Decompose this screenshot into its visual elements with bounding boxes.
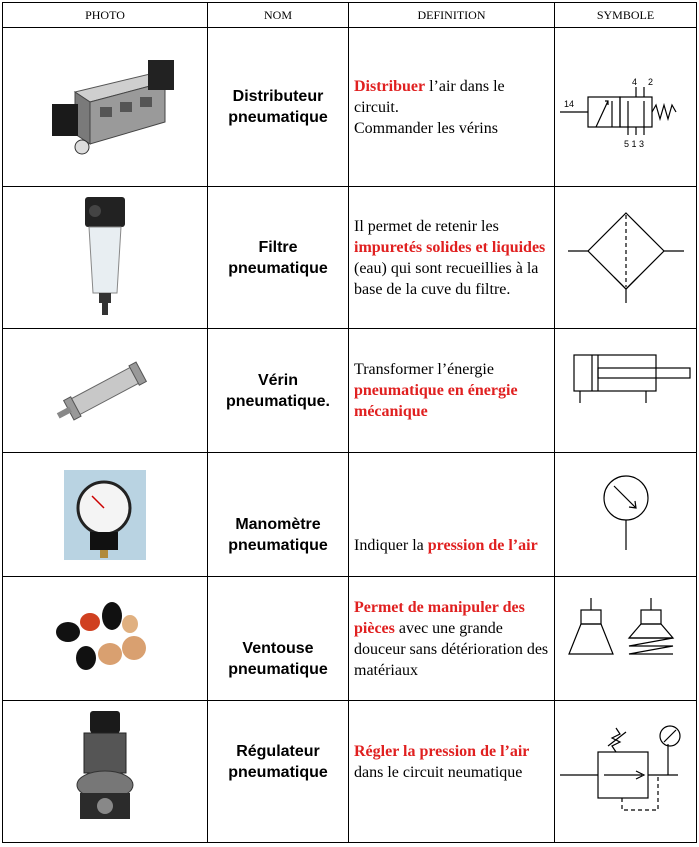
port-2-label: 2 xyxy=(647,77,653,87)
header-symbole: SYMBOLE xyxy=(555,3,697,28)
definition-cell xyxy=(349,453,555,577)
definition-cell xyxy=(349,329,555,453)
component-name: pneumatique xyxy=(228,109,328,126)
symbol-cell xyxy=(555,329,697,453)
table-row xyxy=(3,28,697,187)
name-cell xyxy=(208,329,349,453)
definition-cell xyxy=(349,187,555,329)
definition-cell xyxy=(349,701,555,843)
table-row xyxy=(3,329,697,453)
definition-cell xyxy=(349,577,555,701)
table-row xyxy=(3,701,697,843)
definition-highlight: Permet de manipuler des pièces xyxy=(354,598,525,637)
filter-symbol xyxy=(566,203,686,313)
regulator-symbol xyxy=(558,722,694,822)
suction-cups-photo xyxy=(50,594,160,684)
cylinder-symbol xyxy=(558,341,694,441)
definition-text: (eau) qui sont recueillies à la base de la cuve du filtre. xyxy=(354,259,539,298)
port-14-label: 14 xyxy=(563,99,574,109)
gauge-photo xyxy=(64,470,146,560)
header-nom: NOM xyxy=(208,3,349,28)
component-name: Distributeur xyxy=(232,88,324,105)
header-definition: DEFINITION xyxy=(349,3,555,28)
regulator-photo xyxy=(60,707,150,837)
suction-cup-symbol xyxy=(561,594,691,684)
name-cell xyxy=(208,187,349,329)
symbol-cell xyxy=(555,453,697,577)
symbol-cell xyxy=(555,28,697,187)
definition-text: Indiquer la xyxy=(354,537,428,554)
symbol-cell xyxy=(555,187,697,329)
definition-highlight: Régler la pression de l’air xyxy=(354,743,530,760)
photo-cell xyxy=(3,453,208,577)
name-cell xyxy=(208,577,349,701)
port-4-label: 4 xyxy=(631,77,637,87)
distributor-symbol xyxy=(558,57,694,157)
cylinder-photo xyxy=(50,346,160,436)
components-table xyxy=(2,2,697,843)
gauge-symbol xyxy=(586,460,666,570)
component-name: pneumatique xyxy=(228,259,328,277)
symbol-cell xyxy=(555,577,697,701)
definition-text: l’air dans le circuit. xyxy=(354,77,505,116)
component-name: pneumatique xyxy=(228,764,328,781)
name-cell xyxy=(208,701,349,843)
component-name: Régulateur xyxy=(236,743,320,760)
header-photo: PHOTO xyxy=(3,3,208,28)
distributor-photo xyxy=(30,52,180,162)
definition-text: dans le circuit neumatique xyxy=(354,764,523,781)
photo-cell xyxy=(3,28,208,187)
symbol-cell xyxy=(555,701,697,843)
definition-highlight: pression de l’air xyxy=(427,537,538,554)
photo-cell xyxy=(3,329,208,453)
component-name: pneumatique xyxy=(228,537,328,554)
component-name: pneumatique xyxy=(228,661,328,678)
definition-text: Transformer l’énergie xyxy=(354,361,494,378)
definition-cell xyxy=(349,28,555,187)
definition-highlight: impuretés solides et liquides xyxy=(354,238,546,256)
component-name: Ventouse xyxy=(242,640,314,657)
definition-highlight: Distribuer xyxy=(354,77,426,95)
table-row xyxy=(3,453,697,577)
name-cell xyxy=(208,453,349,577)
photo-cell xyxy=(3,187,208,329)
component-name: Manomètre xyxy=(235,516,321,533)
filter-photo xyxy=(65,193,145,323)
name-cell xyxy=(208,28,349,187)
component-name: pneumatique. xyxy=(225,392,330,410)
header-row xyxy=(3,3,697,28)
component-name: Vérin xyxy=(257,371,298,389)
photo-cell xyxy=(3,577,208,701)
component-name: Filtre xyxy=(258,238,298,256)
port-513-label: 5 1 3 xyxy=(623,139,644,149)
table-row xyxy=(3,577,697,701)
table-row xyxy=(3,187,697,329)
photo-cell xyxy=(3,701,208,843)
definition-highlight: pneumatique en énergie mécanique xyxy=(354,382,518,420)
definition-text: Commander les vérins xyxy=(354,119,498,137)
definition-text: Il permet de retenir les xyxy=(354,217,499,235)
definition-text: avec une grande douceur sans détérioration des matériaux xyxy=(354,619,549,679)
